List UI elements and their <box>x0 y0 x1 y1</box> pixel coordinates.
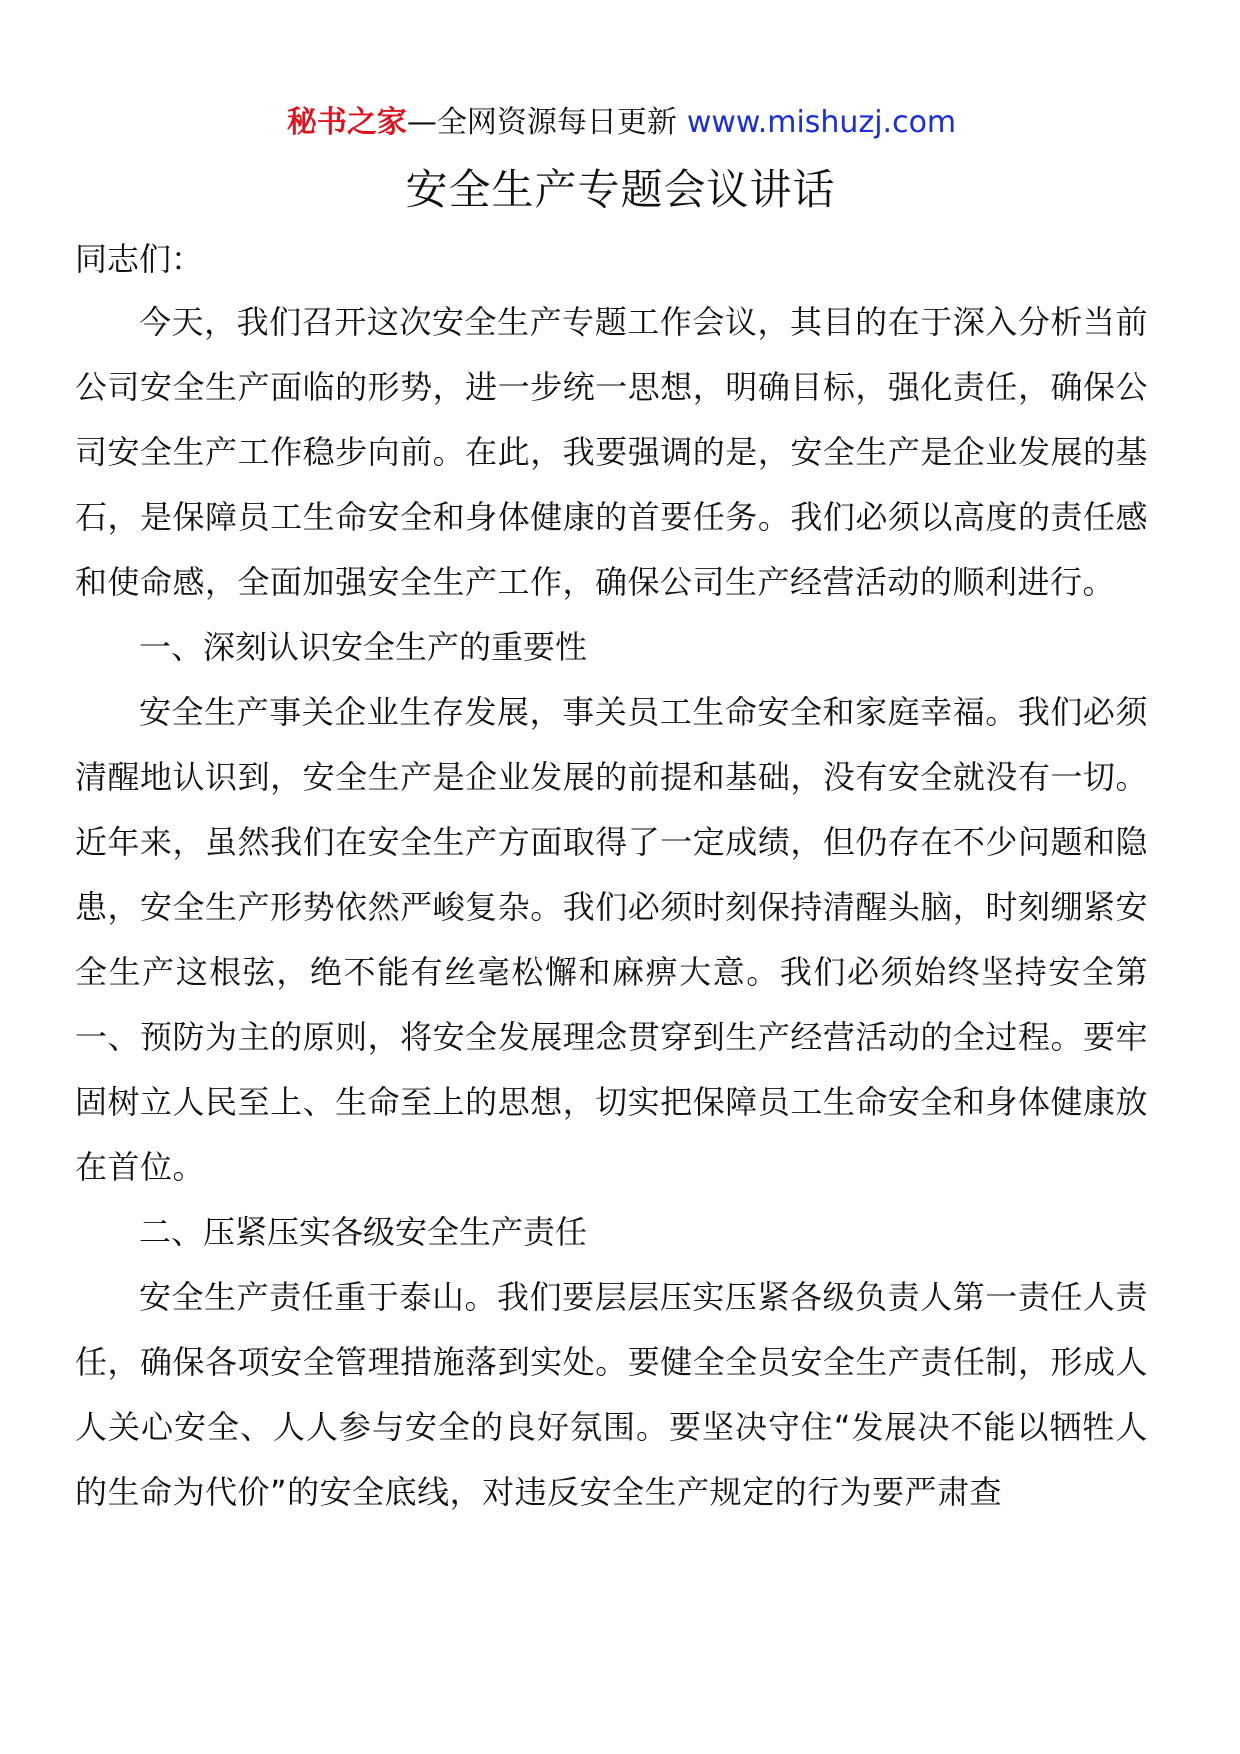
section-heading-1: 一、深刻认识安全生产的重要性 <box>139 628 588 666</box>
site-url-link[interactable]: www.mishuzj.com <box>686 105 957 140</box>
site-header <box>95 100 1148 146</box>
intro-paragraph: 今天，我们召开这次安全生产专题工作会议，其目的在于深入分析当前公司安全生产面临的形势，进一步统一思想，明确目标，强化责任，确保公司安全生产工作稳步向前。在此，我要强调的是，安全生产是企业发展的基石，是保障员工生命安全和身体健康的首要任务。我们必须以高度的责任感和使命感，全面加强安全生产工作，确保公司生产经营活动的顺利进行。 <box>75 303 1148 601</box>
salutation: 同志们： <box>75 240 204 278</box>
section-body-1: 安全生产事关企业生存发展，事关员工生命安全和家庭幸福。我们必须清醒地认识到，安全生产是企业发展的前提和基础，没有安全就没有一切。近年来，虽然我们在安全生产方面取得了一定成绩，但仍存在不少问题和隐患，安全生产形势依然严峻复杂。我们必须时刻保持清醒头脑，时刻绷紧安全生产这根弦，绝不能有丝毫松懈和麻痹大意。我们必须始终坚持安全第一、预防为主的原则，将安全发展理念贯穿到生产经营活动的全过程。要牢固树立人民至上、生命至上的思想，切实把保障员工生命安全和身体健康放在首位。 <box>75 693 1148 1186</box>
section-body-2: 安全生产责任重于泰山。我们要层层压实压紧各级负责人第一责任人责任，确保各项安全管理措施落到实处。要健全全员安全生产责任制，形成人人关心安全、人人参与安全的良好氛围。要坚决守住“发展决不能以牺牲人的生命为代价”的安全底线，对违反安全生产规定的行为要严肃查 <box>75 1278 1148 1511</box>
header-tagline: —全网资源每日更新 <box>406 105 677 140</box>
document-title: 安全生产专题会议讲话 <box>405 165 836 214</box>
brand-name: 秘书之家 <box>286 105 407 140</box>
section-heading-2: 二、压紧压实各级安全生产责任 <box>139 1213 588 1251</box>
